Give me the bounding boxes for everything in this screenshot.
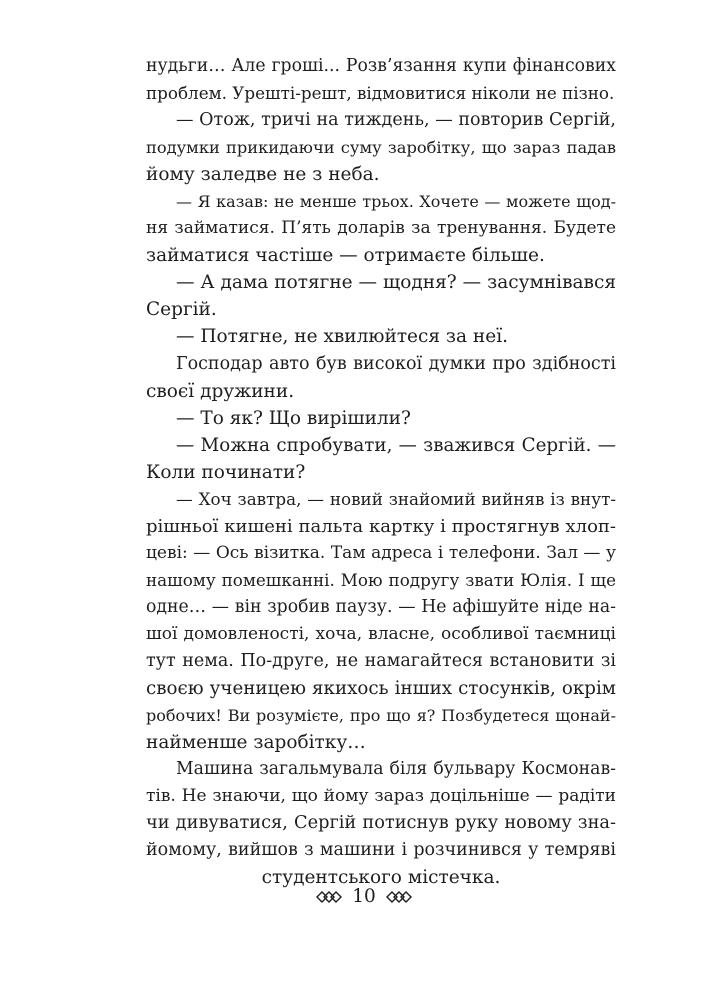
knot-ornament-right-icon — [386, 890, 412, 904]
text-line: займатися частіше — отримаєте більше. — [146, 245, 545, 267]
page-footer — [0, 884, 728, 910]
text-line: одне… — він зробив паузу. — Не афішуйте ніде на- — [146, 596, 616, 617]
text-line: рішньої кишені пальта картку і простягнув хлоп- — [146, 515, 616, 537]
text-line: — Отож, тричі на тиждень, — повторив Сергій, — [176, 110, 616, 131]
text-line: Господар авто був високої думки про здібності — [176, 353, 616, 374]
text-line: йому заледве не з неба. — [146, 164, 380, 186]
text-line: робочих! Ви розумієте, про що я? Позбудетеся щонай- — [146, 706, 616, 726]
text-line: тут нема. По-друге, не намагайтеся встановити зі — [146, 651, 616, 672]
text-line: — То як? Що вирішили? — [176, 407, 411, 429]
page-text-block — [146, 53, 616, 891]
text-line: Сергій. — [146, 299, 217, 321]
knot-ornament-left-icon — [316, 890, 342, 904]
text-line: — Можна спробувати, — зважився Сергій. — — [176, 434, 616, 456]
text-line: подумки прикидаючи суму заробітку, що зараз падав — [146, 138, 616, 158]
text-line: — Хоч завтра, — новий знайомий вийняв із внут- — [176, 488, 616, 509]
text-line: тів. Не знаючи, що йому зараз доцільніше — радіти — [146, 786, 616, 807]
text-line: студентського містечка. — [261, 867, 501, 889]
text-line: Машина загальмувала біля бульвару Космонав- — [176, 759, 616, 780]
text-line: чи дивуватися, Сергій потиснув руку новому зна- — [146, 813, 616, 834]
page-number: 10 — [352, 886, 376, 907]
text-line: — Я казав: не менше трьох. Хочете — можете щод- — [176, 192, 616, 212]
text-line: своєю ученицею якихось інших стосунків, окрім — [146, 678, 616, 700]
text-line: своєї дружини. — [146, 380, 295, 402]
text-line: шої домовленості, хоча, власне, особливої таємниці — [146, 623, 616, 644]
text-line: ня займатися. П’ять доларів за тренування. Будете — [146, 218, 616, 239]
text-line: нудьги… Але гроші... Розв’язання купи фінансових — [146, 56, 616, 76]
text-line: проблем. Урешті-решт, відмовитися ніколи не пізно. — [146, 83, 615, 104]
text-line: йомому, вийшов з машини і розчинився у темряві — [146, 840, 616, 861]
text-line: нашому помешканні. Мою подругу звати Юлія. І ще — [146, 569, 616, 590]
text-line: цеві: — Ось візитка. Там адреса і телефони. Зал — у — [146, 542, 616, 563]
text-line: — Потягне, не хвилюйтеся за неї. — [176, 326, 508, 348]
text-line: — А дама потягне — щодня? — засумнівався — [176, 272, 616, 294]
text-line: Коли починати? — [146, 461, 306, 483]
text-line: найменше заробітку… — [146, 732, 366, 754]
